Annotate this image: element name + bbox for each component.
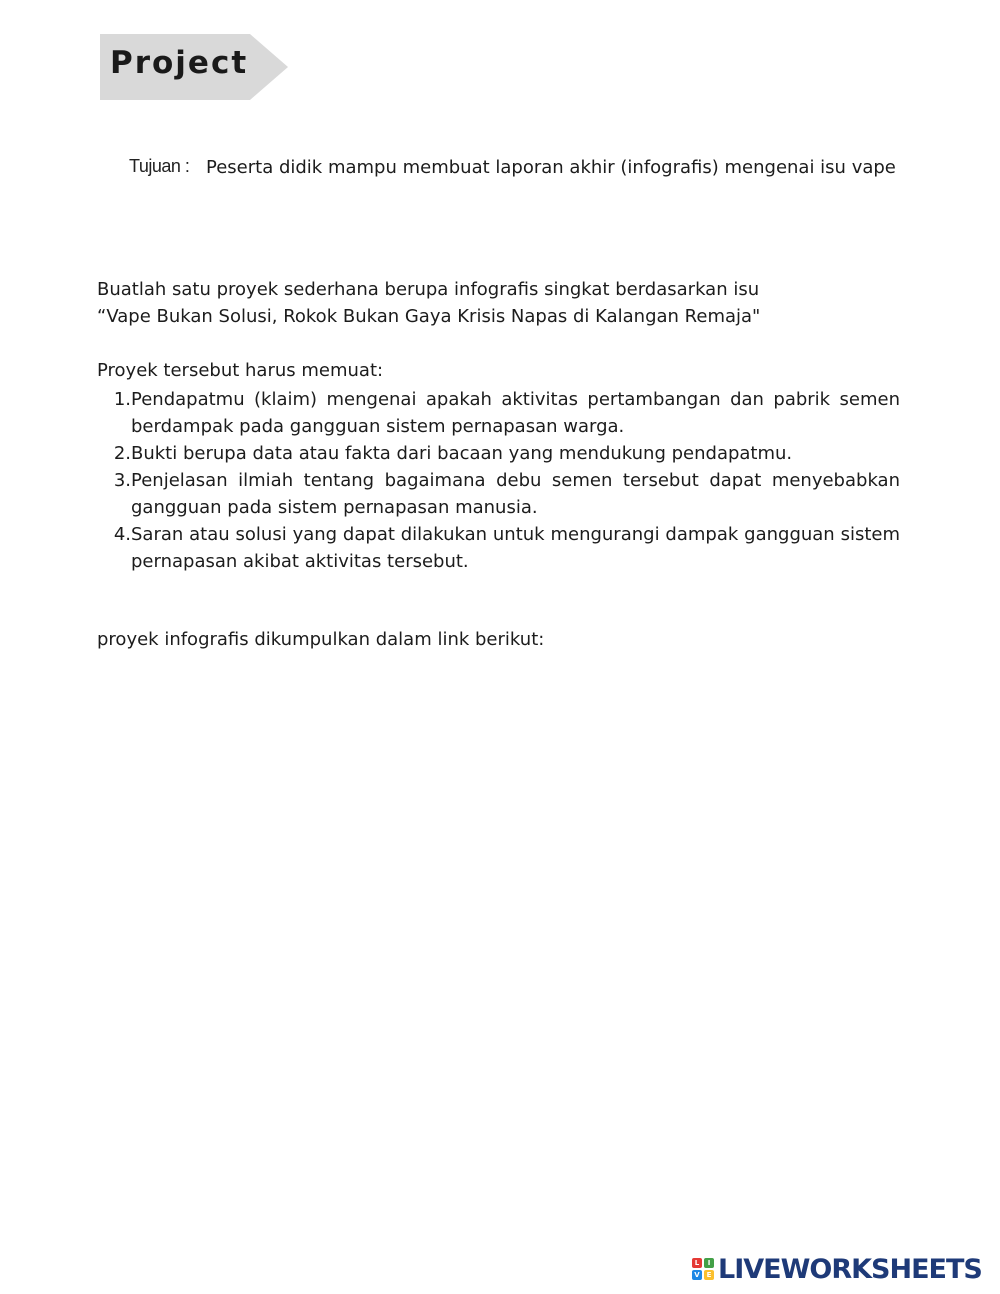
- list-item: [97, 467, 900, 521]
- submission-text: proyek infografis dikumpulkan dalam link berikut:: [97, 629, 545, 650]
- goal-text: Peserta didik mampu membuat laporan akhir (infografis) mengenai isu vape: [206, 157, 896, 178]
- logo-squares-icon: [692, 1258, 714, 1280]
- logo-square: I: [704, 1258, 714, 1268]
- list-item-number: 1.: [113, 389, 131, 410]
- banner-title: Project: [110, 45, 249, 81]
- logo-square: E: [704, 1270, 714, 1280]
- goal-label: Tujuan :: [129, 156, 190, 176]
- logo-square: L: [692, 1258, 702, 1268]
- list-item-text: Saran atau solusi yang dapat dilakukan untuk mengurangi dampak gangguan sistem pernapasan akibat aktivitas tersebut.: [131, 524, 900, 572]
- requirements-list: [97, 386, 900, 575]
- instruction-line-1: Buatlah satu proyek sederhana berupa infografis singkat berdasarkan isu: [97, 279, 760, 300]
- list-item: [97, 386, 900, 440]
- list-item: [97, 440, 900, 467]
- list-item-text: Bukti berupa data atau fakta dari bacaan yang mendukung pendapatmu.: [131, 443, 793, 464]
- list-item-number: 3.: [113, 470, 131, 491]
- list-item-text: Penjelasan ilmiah tentang bagaimana debu semen tersebut dapat menyebabkan gangguan pada sistem pernapasan manusia.: [131, 470, 900, 518]
- project-banner: [100, 34, 288, 100]
- list-item-text: Pendapatmu (klaim) mengenai apakah aktivitas pertambangan dan pabrik semen berdampak pada gangguan sistem pernapasan warga.: [131, 389, 900, 437]
- logo-text: LIVEWORKSHEETS: [718, 1253, 982, 1285]
- list-item-number: 2.: [113, 443, 131, 464]
- liveworksheets-logo: [692, 1253, 982, 1285]
- logo-square: V: [692, 1270, 702, 1280]
- list-item: [97, 521, 900, 575]
- instruction-line-2: “Vape Bukan Solusi, Rokok Bukan Gaya Krisis Napas di Kalangan Remaja": [97, 306, 761, 327]
- requirements-intro: Proyek tersebut harus memuat:: [97, 360, 384, 381]
- list-item-number: 4.: [113, 524, 131, 545]
